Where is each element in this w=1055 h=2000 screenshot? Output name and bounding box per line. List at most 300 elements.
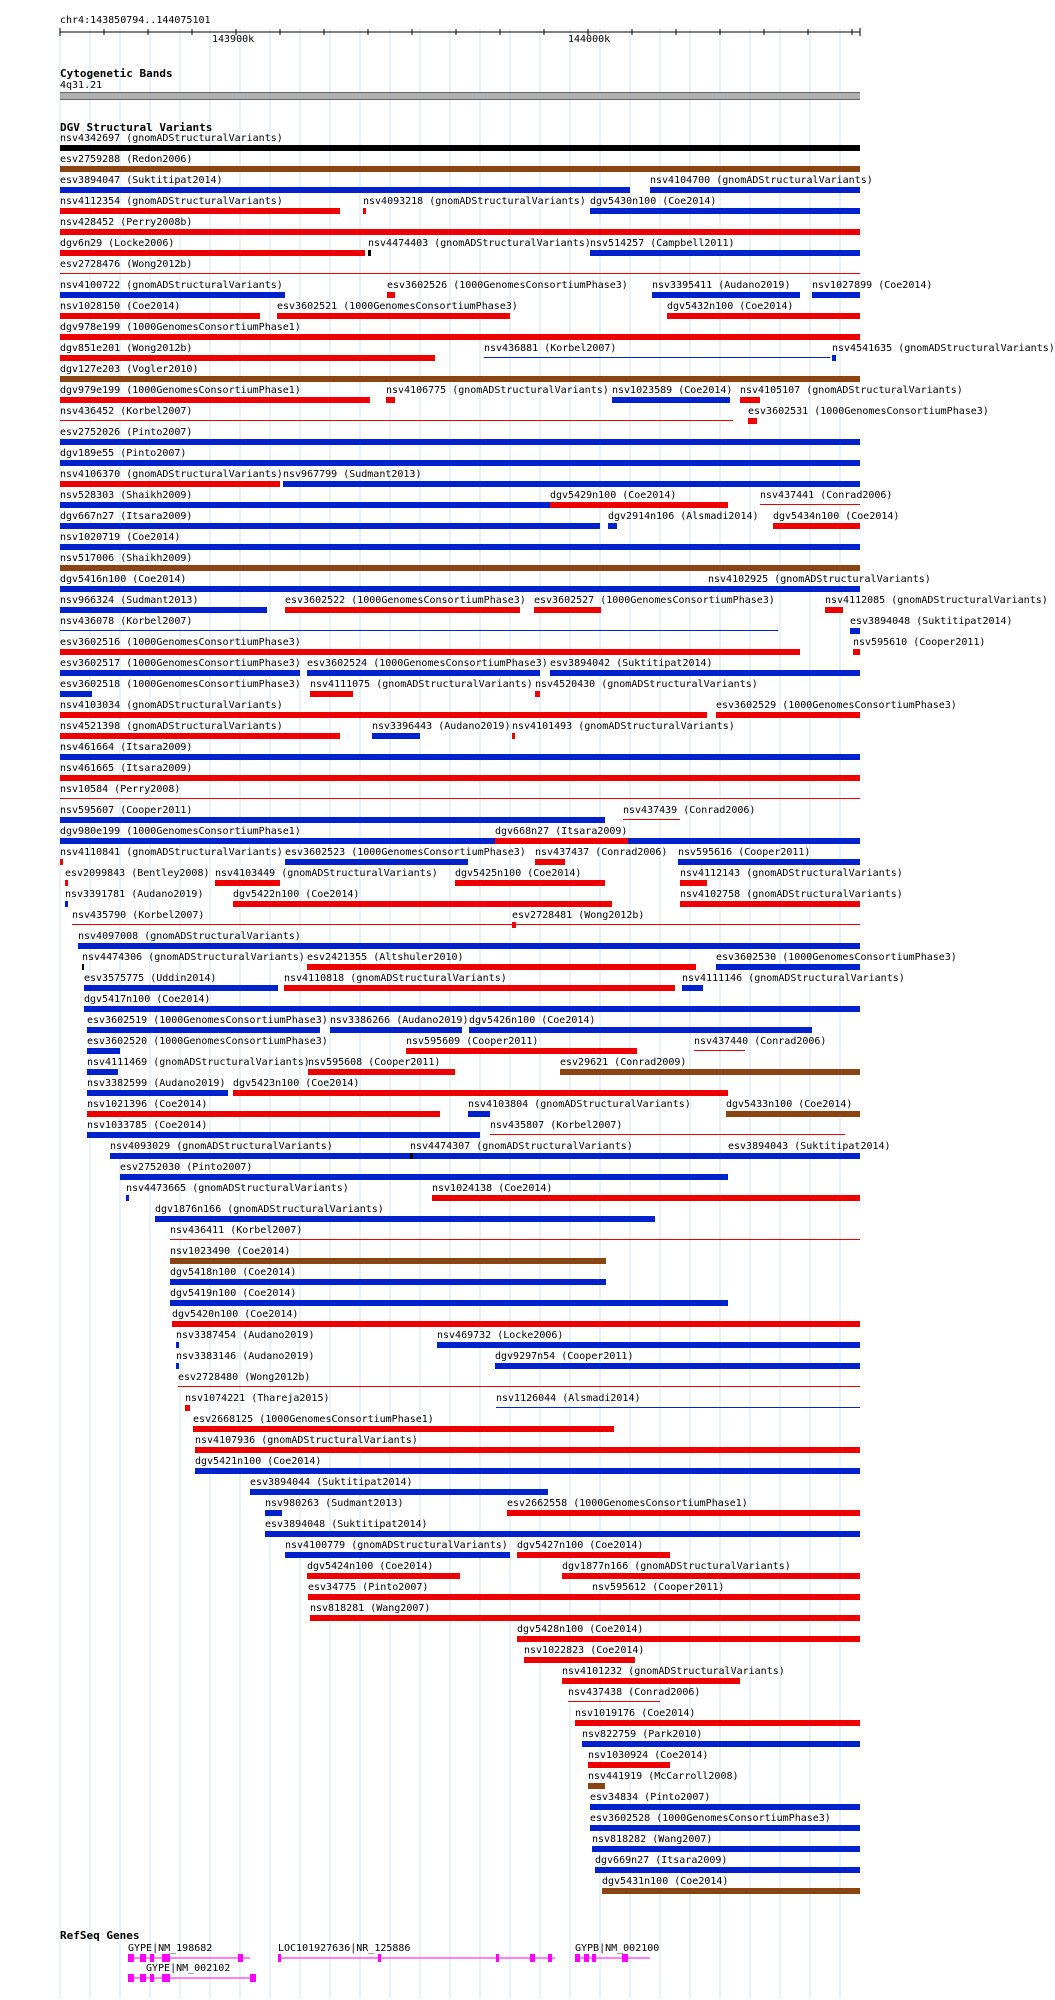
variant-bar[interactable] bbox=[87, 1090, 228, 1096]
gene-exon[interactable] bbox=[150, 1954, 154, 1962]
variant-bar[interactable] bbox=[716, 964, 860, 970]
variant-bar[interactable] bbox=[60, 229, 860, 235]
gene-exon[interactable] bbox=[140, 1954, 146, 1962]
variant-bar[interactable] bbox=[84, 1006, 860, 1012]
gene-exon[interactable] bbox=[496, 1954, 499, 1962]
variant-label: nsv437441 (Conrad2006) bbox=[760, 490, 893, 501]
gene-exon[interactable] bbox=[162, 1954, 170, 1962]
variant-bar[interactable] bbox=[490, 1134, 845, 1135]
variant-label: nsv3386266 (Audano2019) bbox=[330, 1015, 469, 1026]
variant-label: dgv5431n100 (Coe2014) bbox=[602, 1876, 729, 1887]
variant-label: esv3894042 (Suktitipat2014) bbox=[550, 658, 713, 669]
variant-bar[interactable] bbox=[82, 964, 84, 970]
variant-label: esv3894048 (Suktitipat2014) bbox=[850, 616, 1013, 627]
variant-label: nsv4103034 (gnomADStructuralVariants) bbox=[60, 700, 283, 711]
gene-exon[interactable] bbox=[278, 1954, 281, 1962]
variant-bar[interactable] bbox=[535, 859, 565, 865]
variant-label: nsv595610 (Cooper2011) bbox=[853, 637, 986, 648]
variant-label: nsv4102925 (gnomADStructuralVariants) bbox=[708, 574, 931, 585]
variant-bar[interactable] bbox=[850, 628, 860, 634]
variant-bar[interactable] bbox=[60, 670, 300, 676]
variant-label: nsv528303 (Shaikh2009) bbox=[60, 490, 193, 501]
variant-bar[interactable] bbox=[387, 292, 395, 298]
variant-label: nsv437440 (Conrad2006) bbox=[694, 1036, 827, 1047]
variant-label: nsv1126044 (Alsmadi2014) bbox=[496, 1393, 641, 1404]
gene-exon[interactable] bbox=[622, 1954, 628, 1962]
variant-bar[interactable] bbox=[60, 607, 267, 613]
variant-bar[interactable] bbox=[590, 1825, 860, 1831]
variant-bar[interactable] bbox=[176, 1363, 179, 1369]
variant-label: nsv436452 (Korbel2007) bbox=[60, 406, 193, 417]
variant-bar[interactable] bbox=[84, 985, 278, 991]
variant-label: nsv1019176 (Coe2014) bbox=[575, 1708, 696, 1719]
variant-bar[interactable] bbox=[283, 481, 860, 487]
variant-label: nsv4111146 (gnomADStructuralVariants) bbox=[682, 973, 905, 984]
variant-bar[interactable] bbox=[285, 607, 520, 613]
gene-exon[interactable] bbox=[128, 1974, 134, 1982]
variant-label: dgv5422n100 (Coe2014) bbox=[233, 889, 360, 900]
variant-bar[interactable] bbox=[60, 523, 600, 529]
variant-label: dgv980e199 (1000GenomesConsortiumPhase1) bbox=[60, 826, 301, 837]
variant-bar[interactable] bbox=[667, 313, 860, 319]
variant-bar[interactable] bbox=[650, 187, 860, 193]
gene-exon[interactable] bbox=[128, 1954, 134, 1962]
variant-label: nsv4106775 (gnomADStructuralVariants) bbox=[386, 385, 609, 396]
variant-label: dgv127e203 (Vogler2010) bbox=[60, 364, 199, 375]
variant-label: nsv436881 (Korbel2007) bbox=[484, 343, 617, 354]
variant-bar[interactable] bbox=[285, 859, 468, 865]
variant-bar[interactable] bbox=[60, 712, 707, 718]
variant-bar[interactable] bbox=[432, 1195, 860, 1201]
variant-bar[interactable] bbox=[680, 880, 707, 886]
variant-label: esv2752030 (Pinto2007) bbox=[120, 1162, 253, 1173]
variant-label: nsv3383146 (Audano2019) bbox=[176, 1351, 315, 1362]
variant-label: nsv3382599 (Audano2019) bbox=[87, 1078, 226, 1089]
variant-label: esv3602528 (1000GenomesConsortiumPhase3) bbox=[590, 1813, 831, 1824]
variant-label: dgv669n27 (Itsara2009) bbox=[595, 1855, 728, 1866]
variant-bar[interactable] bbox=[853, 649, 860, 655]
refseq-track-title: RefSeq Genes bbox=[60, 1929, 140, 1942]
gene-exon[interactable] bbox=[162, 1974, 170, 1982]
variant-label: esv2662558 (1000GenomesConsortiumPhase1) bbox=[507, 1498, 748, 1509]
variant-bar[interactable] bbox=[60, 544, 860, 550]
variant-label: dgv5433n100 (Coe2014) bbox=[726, 1099, 853, 1110]
variant-bar[interactable] bbox=[87, 1027, 320, 1033]
variant-label: nsv4112354 (gnomADStructuralVariants) bbox=[60, 196, 283, 207]
variant-bar[interactable] bbox=[60, 313, 260, 319]
ruler-tick-label: 144000k bbox=[568, 34, 611, 45]
variant-bar[interactable] bbox=[517, 1552, 670, 1558]
variant-label: nsv3391781 (Audano2019) bbox=[65, 889, 204, 900]
variant-bar[interactable] bbox=[284, 985, 675, 991]
variant-bar[interactable] bbox=[87, 1111, 440, 1117]
variant-label: dgv5429n100 (Coe2014) bbox=[550, 490, 677, 501]
gene-label: LOC101927636|NR_125886 bbox=[278, 1943, 411, 1954]
variant-label: nsv428452 (Perry2008b) bbox=[60, 217, 193, 228]
variant-label: nsv4103449 (gnomADStructuralVariants) bbox=[215, 868, 438, 879]
variant-bar[interactable] bbox=[265, 1531, 860, 1537]
variant-label: esv29621 (Conrad2009) bbox=[560, 1057, 687, 1068]
variant-bar[interactable] bbox=[170, 1258, 606, 1264]
variant-label: nsv4101232 (gnomADStructuralVariants) bbox=[562, 1666, 785, 1677]
gene-exon[interactable] bbox=[575, 1954, 580, 1962]
variant-bar[interactable] bbox=[78, 943, 860, 949]
variant-bar[interactable] bbox=[825, 607, 843, 613]
variant-label: nsv4473665 (gnomADStructuralVariants) bbox=[126, 1183, 349, 1194]
variant-bar[interactable] bbox=[568, 1701, 660, 1702]
variant-label: nsv966324 (Sudmant2013) bbox=[60, 595, 199, 606]
dgv-track-title: DGV Structural Variants bbox=[60, 121, 213, 134]
variant-bar[interactable] bbox=[65, 901, 68, 907]
variant-label: nsv818282 (Wang2007) bbox=[592, 1834, 713, 1845]
variant-label: nsv1074221 (Thareja2015) bbox=[185, 1393, 330, 1404]
gene-exon[interactable] bbox=[592, 1954, 596, 1962]
variant-bar[interactable] bbox=[550, 502, 728, 508]
variant-bar[interactable] bbox=[495, 838, 628, 844]
variant-label: esv3894047 (Suktitipat2014) bbox=[60, 175, 223, 186]
variant-label: nsv4474403 (gnomADStructuralVariants) bbox=[368, 238, 591, 249]
variant-bar[interactable] bbox=[495, 1363, 860, 1369]
variant-label: nsv822759 (Park2010) bbox=[582, 1729, 703, 1740]
variant-bar[interactable] bbox=[708, 586, 728, 592]
variant-bar[interactable] bbox=[185, 1405, 190, 1411]
variant-label: nsv4093029 (gnomADStructuralVariants) bbox=[110, 1141, 333, 1152]
variant-bar[interactable] bbox=[455, 880, 605, 886]
variant-label: esv34775 (Pinto2007) bbox=[308, 1582, 429, 1593]
variant-bar[interactable] bbox=[760, 504, 860, 505]
variant-bar[interactable] bbox=[406, 1048, 637, 1054]
variant-bar[interactable] bbox=[468, 1111, 490, 1117]
variant-label: esv2759288 (Redon2006) bbox=[60, 154, 193, 165]
variant-bar[interactable] bbox=[60, 145, 860, 151]
variant-bar[interactable] bbox=[60, 250, 365, 256]
variant-bar[interactable] bbox=[195, 1468, 860, 1474]
variant-label: dgv1877n166 (gnomADStructuralVariants) bbox=[562, 1561, 791, 1572]
variant-bar[interactable] bbox=[60, 649, 800, 655]
gene-exon[interactable] bbox=[250, 1974, 256, 1982]
variant-bar[interactable] bbox=[285, 1552, 510, 1558]
variant-bar[interactable] bbox=[193, 1426, 614, 1432]
variant-bar[interactable] bbox=[60, 420, 733, 421]
variant-bar[interactable] bbox=[512, 922, 516, 928]
variant-label: dgv668n27 (Itsara2009) bbox=[495, 826, 628, 837]
variant-bar[interactable] bbox=[602, 1888, 860, 1894]
variant-bar[interactable] bbox=[496, 1407, 860, 1408]
variant-label: nsv514257 (Campbell2011) bbox=[590, 238, 735, 249]
variant-label: nsv4111075 (gnomADStructuralVariants) bbox=[310, 679, 533, 690]
variant-label: nsv3387454 (Audano2019) bbox=[176, 1330, 315, 1341]
variant-label: dgv189e55 (Pinto2007) bbox=[60, 448, 187, 459]
variant-label: dgv5423n100 (Coe2014) bbox=[233, 1078, 360, 1089]
variant-label: dgv5426n100 (Coe2014) bbox=[469, 1015, 596, 1026]
variant-label: nsv4103804 (gnomADStructuralVariants) bbox=[468, 1099, 691, 1110]
variant-label: nsv436411 (Korbel2007) bbox=[170, 1225, 303, 1236]
variant-label: nsv436078 (Korbel2007) bbox=[60, 616, 193, 627]
variant-bar[interactable] bbox=[60, 838, 860, 844]
variant-bar[interactable] bbox=[310, 691, 353, 697]
variant-bar[interactable] bbox=[233, 1090, 728, 1096]
refseq-gene-models bbox=[0, 1940, 890, 2000]
variant-bar[interactable] bbox=[60, 166, 860, 172]
variant-label: dgv1876n166 (gnomADStructuralVariants) bbox=[155, 1204, 384, 1215]
cytoband-label: 4q31.21 bbox=[60, 80, 103, 91]
variant-label: dgv667n27 (Itsara2009) bbox=[60, 511, 193, 522]
ruler-tick-label: 143900k bbox=[212, 34, 255, 45]
variant-label: esv2728480 (Wong2012b) bbox=[178, 1372, 311, 1383]
variant-label: nsv4097008 (gnomADStructuralVariants) bbox=[78, 931, 301, 942]
variant-label: esv34834 (Pinto2007) bbox=[590, 1792, 711, 1803]
variant-bar[interactable] bbox=[120, 1174, 728, 1180]
variant-bar[interactable] bbox=[678, 859, 860, 865]
variant-bar[interactable] bbox=[215, 880, 280, 886]
variant-label: esv2728476 (Wong2012b) bbox=[60, 259, 193, 270]
variant-bar[interactable] bbox=[748, 418, 757, 424]
variant-label: dgv5419n100 (Coe2014) bbox=[170, 1288, 297, 1299]
variant-bar[interactable] bbox=[680, 901, 860, 907]
variant-bar[interactable] bbox=[308, 1069, 455, 1075]
variant-label: nsv818281 (Wang2007) bbox=[310, 1603, 431, 1614]
variant-bar[interactable] bbox=[592, 1594, 860, 1600]
variant-label: esv3602518 (1000GenomesConsortiumPhase3) bbox=[60, 679, 301, 690]
variant-bar[interactable] bbox=[726, 1111, 860, 1117]
variant-bar[interactable] bbox=[590, 1804, 860, 1810]
variant-bar[interactable] bbox=[535, 691, 540, 697]
variant-label: nsv595607 (Cooper2011) bbox=[60, 805, 193, 816]
variant-label: esv3602531 (1000GenomesConsortiumPhase3) bbox=[748, 406, 989, 417]
gene-exon[interactable] bbox=[378, 1954, 381, 1962]
variant-bar[interactable] bbox=[469, 1027, 812, 1033]
cytoband-track-title: Cytogenetic Bands bbox=[60, 67, 173, 80]
variant-label: nsv4474307 (gnomADStructuralVariants) bbox=[410, 1141, 633, 1152]
variant-label: nsv1027899 (Coe2014) bbox=[812, 280, 933, 291]
variant-label: esv3602516 (1000GenomesConsortiumPhase3) bbox=[60, 637, 301, 648]
variant-label: nsv4105107 (gnomADStructuralVariants) bbox=[740, 385, 963, 396]
variant-bar[interactable] bbox=[265, 1510, 282, 1516]
variant-bar[interactable] bbox=[60, 754, 860, 760]
variant-bar[interactable] bbox=[60, 733, 340, 739]
variant-bar[interactable] bbox=[60, 502, 550, 508]
variant-label: dgv5420n100 (Coe2014) bbox=[172, 1309, 299, 1320]
variant-bar[interactable] bbox=[250, 1489, 548, 1495]
variant-label: nsv517006 (Shaikh2009) bbox=[60, 553, 193, 564]
variant-label: nsv1021396 (Coe2014) bbox=[87, 1099, 208, 1110]
variant-label: esv3602520 (1000GenomesConsortiumPhase3) bbox=[87, 1036, 328, 1047]
variant-label: esv2728481 (Wong2012b) bbox=[512, 910, 645, 921]
variant-bar[interactable] bbox=[60, 208, 340, 214]
variant-bar[interactable] bbox=[170, 1279, 606, 1285]
variant-bar[interactable] bbox=[608, 523, 617, 529]
variant-bar[interactable] bbox=[60, 334, 860, 340]
variant-label: nsv595608 (Cooper2011) bbox=[308, 1057, 441, 1068]
variant-bar[interactable] bbox=[60, 481, 280, 487]
variant-bar[interactable] bbox=[363, 208, 366, 214]
variant-bar[interactable] bbox=[595, 1867, 860, 1873]
variant-label: nsv4342697 (gnomADStructuralVariants) bbox=[60, 133, 283, 144]
variant-bar[interactable] bbox=[126, 1195, 129, 1201]
variant-bar[interactable] bbox=[592, 1846, 860, 1852]
variant-label: nsv469732 (Locke2006) bbox=[437, 1330, 564, 1341]
variant-label: nsv10584 (Perry2008) bbox=[60, 784, 181, 795]
variant-bar[interactable] bbox=[60, 397, 370, 403]
locus-label: chr4:143850794..144075101 bbox=[60, 15, 211, 26]
variant-label: dgv5428n100 (Coe2014) bbox=[517, 1624, 644, 1635]
gene-exon[interactable] bbox=[584, 1954, 589, 1962]
variant-bar[interactable] bbox=[562, 1573, 860, 1579]
variant-bar[interactable] bbox=[832, 355, 836, 361]
variant-label: nsv4107936 (gnomADStructuralVariants) bbox=[195, 1435, 418, 1446]
variant-label: dgv5417n100 (Coe2014) bbox=[84, 994, 211, 1005]
variant-label: dgv5432n100 (Coe2014) bbox=[667, 301, 794, 312]
variant-label: nsv4093218 (gnomADStructuralVariants) bbox=[363, 196, 586, 207]
variant-bar[interactable] bbox=[60, 187, 630, 193]
variant-label: nsv4110841 (gnomADStructuralVariants) bbox=[60, 847, 283, 858]
variant-bar[interactable] bbox=[87, 1069, 118, 1075]
variant-label: dgv5430n100 (Coe2014) bbox=[590, 196, 717, 207]
variant-label: nsv4111469 (gnomADStructuralVariants) bbox=[87, 1057, 310, 1068]
variant-bar[interactable] bbox=[307, 964, 696, 970]
variant-bar[interactable] bbox=[65, 880, 68, 886]
variant-label: esv3894048 (Suktitipat2014) bbox=[265, 1519, 428, 1530]
variant-bar[interactable] bbox=[623, 819, 680, 820]
variant-bar[interactable] bbox=[195, 1447, 860, 1453]
variant-bar[interactable] bbox=[233, 901, 612, 907]
variant-bar[interactable] bbox=[524, 1657, 635, 1663]
variant-bar[interactable] bbox=[172, 1321, 860, 1327]
variant-bar[interactable] bbox=[560, 1069, 860, 1075]
variant-label: nsv595609 (Cooper2011) bbox=[406, 1036, 539, 1047]
variant-bar[interactable] bbox=[87, 1048, 120, 1054]
gene-exon[interactable] bbox=[140, 1974, 146, 1982]
variant-bar[interactable] bbox=[534, 607, 601, 613]
variant-label: nsv4106370 (gnomADStructuralVariants) bbox=[60, 469, 283, 480]
variant-bar[interactable] bbox=[170, 1300, 728, 1306]
variant-label: nsv461664 (Itsara2009) bbox=[60, 742, 193, 753]
variant-bar[interactable] bbox=[60, 630, 778, 631]
variant-bar[interactable] bbox=[507, 1510, 860, 1516]
variant-label: nsv4112143 (gnomADStructuralVariants) bbox=[680, 868, 903, 879]
variant-bar[interactable] bbox=[277, 313, 510, 319]
variant-bar[interactable] bbox=[87, 1132, 480, 1138]
variant-label: nsv4100779 (gnomADStructuralVariants) bbox=[285, 1540, 508, 1551]
variant-label: nsv4541635 (gnomADStructuralVariants) bbox=[832, 343, 1055, 354]
variant-bar[interactable] bbox=[484, 357, 830, 358]
variant-label: esv3602524 (1000GenomesConsortiumPhase3) bbox=[307, 658, 548, 669]
variant-label: nsv595616 (Cooper2011) bbox=[678, 847, 811, 858]
gene-label: GYPE|NM_198682 bbox=[128, 1943, 213, 1954]
variant-label: esv3602521 (1000GenomesConsortiumPhase3) bbox=[277, 301, 518, 312]
variant-bar[interactable] bbox=[773, 523, 860, 529]
variant-bar[interactable] bbox=[517, 1636, 860, 1642]
gene-exon[interactable] bbox=[548, 1954, 552, 1962]
variant-label: nsv4100722 (gnomADStructuralVariants) bbox=[60, 280, 283, 291]
variant-bar[interactable] bbox=[60, 691, 92, 697]
variant-bar[interactable] bbox=[60, 292, 285, 298]
variant-label: esv3602526 (1000GenomesConsortiumPhase3) bbox=[387, 280, 628, 291]
variant-bar[interactable] bbox=[372, 733, 420, 739]
variant-label: nsv1028150 (Coe2014) bbox=[60, 301, 181, 312]
variant-label: esv3894043 (Suktitipat2014) bbox=[728, 1141, 891, 1152]
variant-label: esv3602523 (1000GenomesConsortiumPhase3) bbox=[285, 847, 526, 858]
variant-bar[interactable] bbox=[590, 208, 860, 214]
variant-label: esv2752026 (Pinto2007) bbox=[60, 427, 193, 438]
variant-label: dgv9297n54 (Cooper2011) bbox=[495, 1351, 634, 1362]
variant-bar[interactable] bbox=[588, 1783, 605, 1789]
variant-bar[interactable] bbox=[60, 376, 860, 382]
variant-bar[interactable] bbox=[155, 1216, 655, 1222]
variant-bar[interactable] bbox=[652, 292, 800, 298]
variant-bar[interactable] bbox=[550, 670, 860, 676]
variant-bar[interactable] bbox=[368, 250, 371, 256]
variant-bar[interactable] bbox=[588, 1762, 670, 1768]
variant-label: nsv967799 (Sudmant2013) bbox=[283, 469, 422, 480]
variant-bar[interactable] bbox=[694, 1050, 745, 1051]
variant-bar[interactable] bbox=[307, 670, 540, 676]
variant-bar[interactable] bbox=[310, 1615, 860, 1621]
variant-bar[interactable] bbox=[72, 924, 860, 925]
variant-bar[interactable] bbox=[60, 460, 860, 466]
variant-bar[interactable] bbox=[60, 586, 860, 592]
variant-bar[interactable] bbox=[330, 1027, 462, 1033]
variant-bar[interactable] bbox=[176, 1342, 179, 1348]
variant-bar[interactable] bbox=[60, 565, 860, 571]
variant-label: dgv979e199 (1000GenomesConsortiumPhase1) bbox=[60, 385, 301, 396]
variant-bar[interactable] bbox=[812, 292, 860, 298]
variant-bar[interactable] bbox=[60, 798, 860, 799]
variant-label: dgv6n29 (Locke2006) bbox=[60, 238, 175, 249]
variant-bar[interactable] bbox=[410, 1153, 413, 1159]
variant-bar[interactable] bbox=[110, 1153, 728, 1159]
variant-label: dgv5434n100 (Coe2014) bbox=[773, 511, 900, 522]
variant-label: esv2668125 (1000GenomesConsortiumPhase1) bbox=[193, 1414, 434, 1425]
variant-bar[interactable] bbox=[740, 397, 760, 403]
gene-exon[interactable] bbox=[150, 1974, 154, 1982]
variant-label: nsv3396443 (Audano2019) bbox=[372, 721, 511, 732]
gene-exon[interactable] bbox=[530, 1954, 535, 1962]
variant-label: dgv5427n100 (Coe2014) bbox=[517, 1540, 644, 1551]
variant-bar[interactable] bbox=[60, 355, 435, 361]
variant-bar[interactable] bbox=[716, 712, 860, 718]
gene-exon[interactable] bbox=[238, 1954, 243, 1962]
variant-bar[interactable] bbox=[612, 397, 730, 403]
variant-label: esv3575775 (Uddin2014) bbox=[84, 973, 217, 984]
variant-bar[interactable] bbox=[170, 1239, 860, 1240]
variant-label: nsv437438 (Conrad2006) bbox=[568, 1687, 701, 1698]
variant-label: nsv4110818 (gnomADStructuralVariants) bbox=[284, 973, 507, 984]
variant-label: dgv5425n100 (Coe2014) bbox=[455, 868, 582, 879]
variant-label: dgv2914n106 (Alsmadi2014) bbox=[608, 511, 759, 522]
variant-bar[interactable] bbox=[437, 1342, 860, 1348]
variant-bar[interactable] bbox=[582, 1741, 860, 1747]
variant-bar[interactable] bbox=[60, 439, 860, 445]
variant-label: nsv435790 (Korbel2007) bbox=[72, 910, 205, 921]
variant-bar[interactable] bbox=[307, 1573, 460, 1579]
variant-bar[interactable] bbox=[682, 985, 703, 991]
variant-bar[interactable] bbox=[60, 817, 605, 823]
variant-bar[interactable] bbox=[60, 273, 860, 274]
gene-label: GYPE|NM_002102 bbox=[146, 1963, 231, 1974]
variant-bar[interactable] bbox=[728, 1153, 860, 1159]
variant-bar[interactable] bbox=[178, 1386, 860, 1387]
variant-label: nsv441919 (McCarroll2008) bbox=[588, 1771, 739, 1782]
variant-bar[interactable] bbox=[562, 1678, 740, 1684]
variant-bar[interactable] bbox=[60, 775, 860, 781]
variant-bar[interactable] bbox=[60, 859, 63, 865]
variant-bar[interactable] bbox=[575, 1720, 860, 1726]
variant-bar[interactable] bbox=[590, 250, 860, 256]
variant-label: esv3602522 (1000GenomesConsortiumPhase3) bbox=[285, 595, 526, 606]
variant-bar[interactable] bbox=[512, 733, 515, 739]
variant-bar[interactable] bbox=[386, 397, 395, 403]
